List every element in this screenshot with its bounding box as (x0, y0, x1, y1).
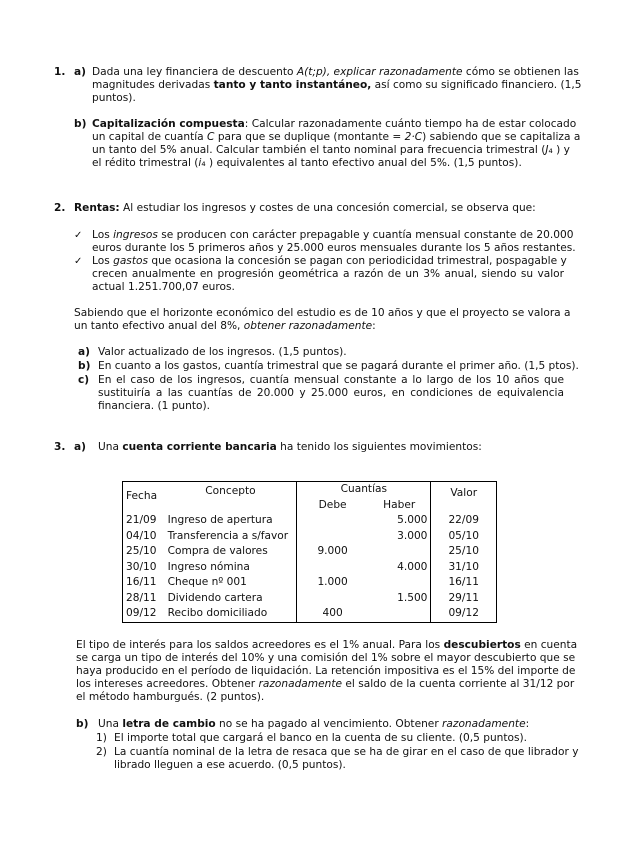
text-line: En el caso de los ingresos, cuantía mensual constante a lo largo de los 10 años que (98, 374, 564, 386)
subitem-label: 2) (96, 746, 107, 758)
text-line: euros durante los 5 primeros años y 25.000 euros mensuales durante los 5 años restantes. (92, 242, 576, 254)
text-line: puntos). (92, 92, 136, 104)
item-label: c) (78, 374, 90, 386)
question-number: 1. (54, 66, 66, 78)
intro-text (74, 307, 571, 333)
text-line: crecen anualmente en progresión geométrica a razón de un 3% anual, siendo su valor (92, 268, 564, 280)
item-text (98, 360, 579, 373)
cell-concepto: Dividendo cartera (165, 591, 297, 607)
text-line: Los ingresos se producen con carácter prepagable y cuantía mensual constante de 20.000 (92, 229, 574, 241)
item-label: b) (76, 718, 89, 730)
header-valor: Valor (450, 487, 478, 499)
question-1b (74, 118, 581, 170)
subitem-label: 1) (96, 732, 107, 744)
cell-fecha: 09/12 (126, 607, 157, 620)
item-label: b) (74, 118, 87, 130)
cell-valor: 16/11 (448, 576, 479, 589)
item-label: a) (74, 441, 86, 453)
question-1a-text (92, 66, 582, 105)
text-line: El tipo de interés para los saldos acreedores es el 1% anual. Para los descubiertos en cuenta (76, 639, 578, 651)
text-line: Una letra de cambio no se ha pagado al vencimiento. Obtener razonadamente: (98, 718, 530, 730)
cell-debe (297, 513, 368, 529)
item-label: a) (74, 66, 86, 78)
cell-concepto: Cheque nº 001 (165, 575, 297, 591)
question-number: 3. (54, 441, 66, 453)
item-label: a) (78, 346, 90, 358)
item-text (98, 346, 564, 359)
table-header-row (123, 482, 497, 498)
question-2-item-b (78, 360, 579, 373)
cell-valor: 05/10 (448, 529, 479, 542)
cell-valor: 25/10 (448, 545, 479, 558)
cell-valor: 09/12 (448, 607, 479, 620)
text-line: el método hamburgués. (2 puntos). (76, 691, 265, 703)
cell-debe (297, 591, 368, 607)
bold-text: cuenta corriente bancaria (122, 441, 277, 453)
question-2-item-a (78, 346, 564, 359)
question-2-intro (74, 307, 571, 333)
bold-text: Rentas: (74, 202, 120, 214)
text-line: La cuantía nominal de la letra de resaca que se ha de girar en el caso de que librador y (114, 746, 579, 758)
table-row (123, 591, 497, 607)
item-label: b) (78, 360, 91, 372)
cell-fecha: 04/10 (126, 529, 157, 542)
italic-text: obtener razonadamente (243, 320, 373, 332)
table-row (123, 575, 497, 591)
italic-text: gastos (113, 255, 148, 267)
question-2 (54, 202, 564, 215)
cell-valor: 31/10 (448, 560, 479, 573)
italic-text: ingresos (113, 229, 158, 241)
movements-table (122, 481, 497, 623)
table-row (123, 606, 497, 622)
bold-text: Capitalización compuesta (92, 118, 245, 130)
text-line: los intereses acreedores. Obtener razonadamente el saldo de la cuenta corriente al 31/12 por (76, 678, 575, 690)
text-line: sustituiría a las cuantías de 20.000 y 25.000 euros, en condiciones de equivalencia (98, 387, 564, 399)
cell-fecha: 16/11 (126, 576, 157, 589)
question-2-bullet-2 (74, 255, 567, 294)
cell-fecha: 25/10 (126, 545, 157, 558)
cell-haber: 5.000 (368, 513, 431, 529)
text-line: librado lleguen a ese acuerdo. (0,5 puntos). (114, 759, 346, 771)
text-line: Rentas: Al estudiar los ingresos y costes de una concesión comercial, se observa que: (74, 202, 536, 214)
cell-haber: 1.500 (368, 591, 431, 607)
question-3b-sub-1 (96, 732, 564, 745)
text-line: Dada una ley financiera de descuento A(t;p), explicar razonadamente cómo se obtienen las (92, 66, 579, 78)
bold-text: tanto y tanto instantáneo, (213, 79, 372, 91)
header-haber: Haber (368, 498, 431, 514)
table-row (123, 560, 497, 576)
header-concepto: Concepto (165, 482, 297, 514)
italic-text: J (545, 144, 549, 156)
text-line: Sabiendo que el horizonte económico del estudio es de 10 años y que el proyecto se valora a (74, 307, 571, 319)
cell-haber (368, 606, 431, 622)
cell-debe: 400 (322, 607, 343, 620)
italic-text: razonadamente (442, 718, 526, 730)
cell-haber: 4.000 (368, 560, 431, 576)
table-row (123, 529, 497, 545)
text-line: Una cuenta corriente bancaria ha tenido los siguientes movimientos: (98, 441, 482, 453)
cell-concepto: Ingreso nómina (165, 560, 297, 576)
subitem-text (114, 732, 564, 745)
question-2-item-c (78, 374, 564, 413)
subitem-text (114, 746, 579, 772)
italic-text: A(t;p), explicar razonadamente (296, 66, 463, 78)
table-row (123, 544, 497, 560)
cell-concepto: Ingreso de apertura (165, 513, 297, 529)
question-3b-text (98, 718, 564, 731)
checkmark-icon: ✓ (74, 256, 83, 267)
header-debe: Debe (318, 498, 347, 511)
cell-haber (368, 544, 431, 560)
text-line: un tanto efectivo anual del 8%, obtener razonadamente: (74, 320, 376, 332)
text-line: financiera. (1 punto). (98, 400, 210, 412)
question-3 (54, 441, 564, 454)
cell-debe: 9.000 (317, 545, 348, 558)
text-line: Los gastos que ocasiona la concesión se pagan con periodicidad trimestral, pospagable y (92, 255, 567, 267)
question-3a-text (98, 441, 564, 454)
cell-valor: 22/09 (448, 514, 479, 527)
checkmark-icon: ✓ (74, 230, 83, 241)
text-line: El importe total que cargará el banco en la cuenta de su cliente. (0,5 puntos). (114, 732, 528, 744)
question-2-heading (74, 202, 564, 215)
cell-fecha: 21/09 (126, 514, 157, 527)
text-line: el rédito trimestral (i₄ ) equivalentes al tanto efectivo anual del 5%. (1,5 puntos). (92, 157, 522, 169)
text-line: haya producido en el período de liquidación. La retención impositiva es el 15% del importe de (76, 665, 576, 677)
text-line: se carga un tipo de interés del 10% y una comisión del 1% sobre el mayor descubierto que se (76, 652, 576, 664)
text-line: Capitalización compuesta: Calcular razonadamente cuánto tiempo ha de estar colocado (92, 118, 577, 130)
cell-fecha: 28/11 (126, 591, 157, 604)
cell-valor: 29/11 (448, 591, 479, 604)
italic-text: 2·C (404, 131, 423, 143)
item-text (98, 374, 564, 413)
bold-text: descubiertos (443, 639, 521, 651)
question-number: 2. (54, 202, 66, 214)
cell-debe (297, 560, 368, 576)
bold-text: letra de cambio (122, 718, 216, 730)
question-3b (76, 718, 564, 731)
cell-fecha: 30/10 (126, 560, 157, 573)
text-line: magnitudes derivadas tanto y tanto instantáneo, así como su significado financiero. (1,5 (92, 79, 582, 91)
question-3b-sub-2 (96, 746, 579, 772)
text-line: un tanto del 5% anual. Calcular también el tanto nominal para frecuencia trimestral (J₄ ) y (92, 144, 570, 156)
bullet-text (92, 229, 576, 255)
table-row (123, 513, 497, 529)
cell-concepto: Compra de valores (165, 544, 297, 560)
bullet-text (92, 255, 567, 294)
question-1b-text (92, 118, 581, 170)
cell-debe (297, 529, 368, 545)
text-line: un capital de cuantía C para que se duplique (montante = 2·C) sabiendo que se capitaliza a (92, 131, 581, 143)
cell-concepto: Transferencia a s/favor (165, 529, 297, 545)
cell-concepto: Recibo domiciliado (165, 606, 297, 622)
italic-text: razonadamente (258, 678, 343, 690)
cell-debe: 1.000 (317, 576, 348, 589)
header-fecha: Fecha (126, 490, 158, 502)
cell-haber: 3.000 (368, 529, 431, 545)
table-body (123, 513, 497, 622)
question-3-paragraph (76, 639, 578, 704)
question-2-bullet-1 (74, 229, 576, 255)
italic-text: i (198, 157, 202, 169)
text-line: En cuanto a los gastos, cuantía trimestral que se pagará durante el primer año. (1,5 ptos). (98, 360, 579, 372)
question-1 (54, 66, 582, 105)
cell-haber (368, 575, 431, 591)
italic-text: C (207, 131, 215, 143)
paragraph-text (76, 639, 578, 704)
text-line: actual 1.251.700,07 euros. (92, 281, 235, 293)
text-line: Valor actualizado de los ingresos. (1,5 puntos). (98, 346, 347, 358)
header-cuantias: Cuantías (297, 482, 431, 498)
